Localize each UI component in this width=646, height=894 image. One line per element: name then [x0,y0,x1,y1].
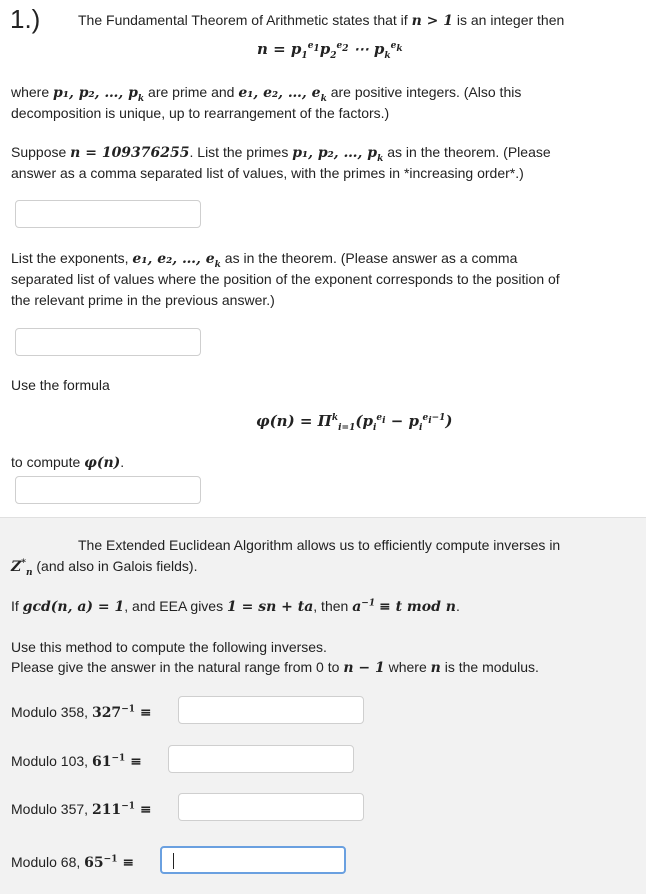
exponents-line-3: the relevant prime in the previous answer.) [11,292,275,308]
inverse-label-3: Modulo 357, $211^{-1}$ ≡ [11,801,152,818]
inverse-input-4[interactable] [160,846,346,874]
phi-formula: $\varphi(n) = \Pi^k_{i=1}(p_i^{e_i} - p_i^{e_i-1})$ [256,412,453,433]
gcd-line: If gcd(n, a) = 1, and EEA gives 1 = sn + ta, then $a^{-1} \equiv t$ mod n. [11,598,460,615]
inverse-input-2[interactable] [168,745,354,773]
method-line: Use this method to compute the following inverses. [11,639,327,655]
where-line: where p₁, p₂, …, $p_k$ are prime and e₁, e₂, …, $e_k$ are positive integers. (Also this [11,84,522,104]
problem-number: 1.) [10,4,41,34]
inverse-input-1[interactable] [178,696,364,724]
compute-phi-line: to compute φ(n). [11,454,125,471]
eea-intro-2: $Z^*_n$ (and also in Galois fields). [11,558,198,578]
exponents-line-2: separated list of values where the position of the exponent corresponds to the position of [11,271,560,287]
eea-intro-1: The Extended Euclidean Algorithm allows us to efficiently compute inverses in [78,537,561,553]
inverse-label-2: Modulo 103, $61^{-1}$ ≡ [11,753,142,770]
suppose-line: Suppose n = 109376255. List the primes p₁, p₂, …, $p_k$ as in the theorem. (Please [11,144,551,164]
use-formula-text: Use the formula [11,377,110,393]
exponents-line: List the exponents, e₁, e₂, …, $e_k$ as in the theorem. (Please answer as a comma [11,250,518,270]
exponents-input[interactable] [15,328,201,356]
range-line: Please give the answer in the natural range from 0 to n − 1 where n is the modulus. [11,659,539,676]
eea-section [0,517,646,894]
inverse-label-4: Modulo 68, $65^{-1}$ ≡ [11,854,135,871]
theorem-intro: The Fundamental Theorem of Arithmetic states that if n > 1 is an integer then [78,12,565,29]
primes-instructions: answer as a comma separated list of values, with the primes in *increasing order*.) [11,165,524,181]
phi-input[interactable] [15,476,201,504]
inverse-input-3[interactable] [178,793,364,821]
primes-input[interactable] [15,200,201,228]
factorization-formula: $n = p_1^{e_1}p_2^{e_2}$ ⋯ $p_k^{e_k}$ [257,40,403,61]
unique-line: decomposition is unique, up to rearrangement of the factors.) [11,105,390,121]
inverse-label-1: Modulo 358, $327^{-1}$ ≡ [11,704,152,721]
